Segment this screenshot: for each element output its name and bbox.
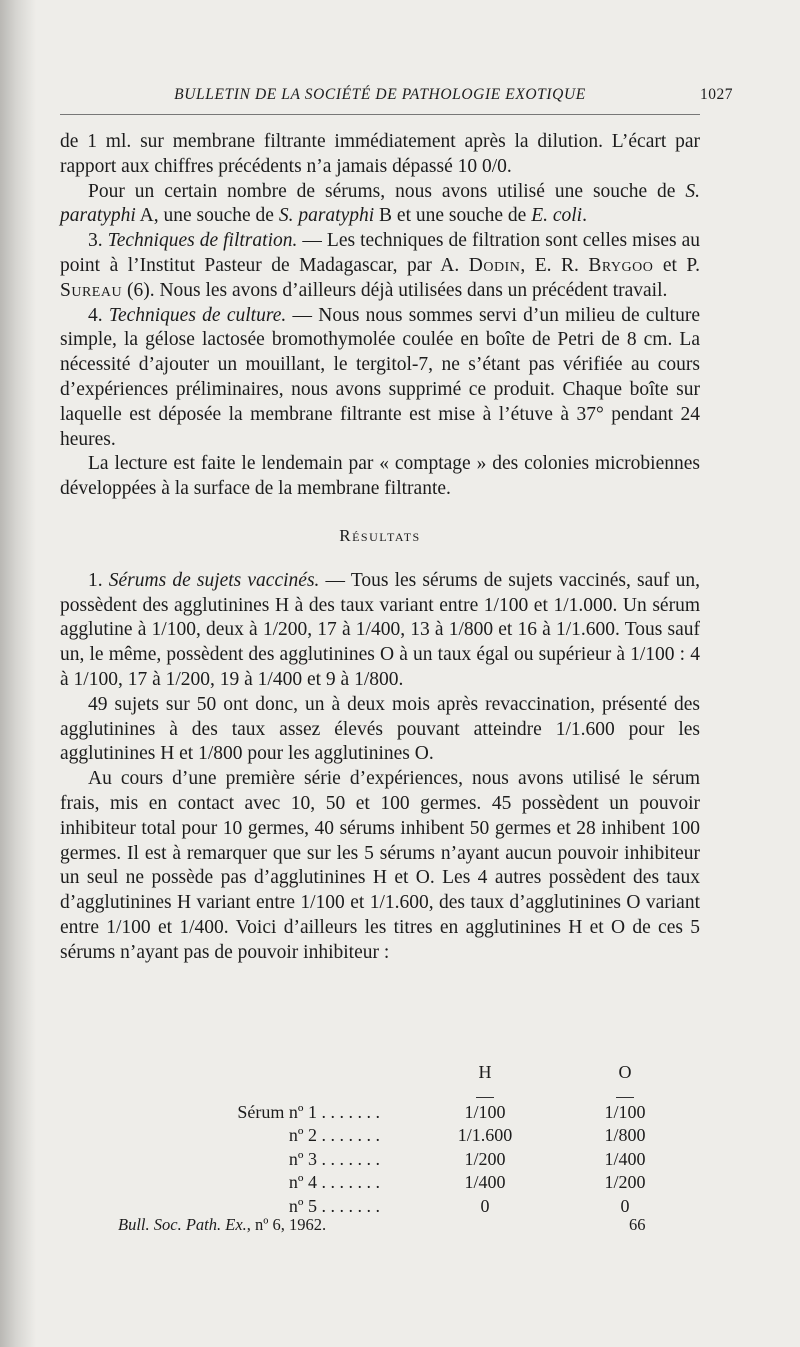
section-heading: Résultats bbox=[339, 525, 421, 545]
cell-h: 1/100 bbox=[464, 1101, 506, 1122]
cell-o: 1/400 bbox=[604, 1148, 646, 1169]
table-row bbox=[60, 1125, 700, 1149]
citation: Bull. Soc. Path. Ex., nº 6, 1962. bbox=[118, 1215, 327, 1234]
cell-o: 1/800 bbox=[604, 1125, 646, 1145]
titer-table bbox=[60, 1062, 700, 1219]
paragraph-filtration: 3. Techniques de filtration. — Les techniques de filtration sont celles mises au point à l’Institut Pasteur de Madagascar, par A. Dodin, E. R. Brygoo et P. Sureau (6). Nous les avons d’ailleurs déjà utilisées dans un précédent travail. bbox=[60, 230, 701, 301]
row-label: nº 5 . . . . . . . bbox=[288, 1195, 380, 1216]
dash bbox=[616, 1097, 634, 1098]
cell-o: 1/100 bbox=[604, 1101, 646, 1122]
table-row bbox=[60, 1102, 700, 1126]
paragraph-results-vaccinated: 1. Sérums de sujets vaccinés. — Tous les sérums de sujets vaccinés, sauf un, possèdent des agglutinines H à des taux variant entre 1/100 et 1/1.000. Un sérum agglutine à 1/100, deux à 1/200, 17 à 1/400, 13 à 1/800 et 16 à 1/1.600. Tous sauf un, le même, possèdent des agglutinines O à un taux égal ou supérieur à 1/100 : 4 à 1/100, 17 à 1/200, 19 à 1/400 et 9 à 1/800. bbox=[60, 569, 700, 690]
table-row bbox=[60, 1149, 700, 1173]
paragraph: de 1 ml. sur membrane filtrante immédiatement après la dilution. L’écart par rapport aux chiffres précédents n’a jamais dépassé 10 0/0. bbox=[60, 131, 700, 177]
row-label: Sérum nº 1 . . . . . . . bbox=[237, 1101, 380, 1122]
item-number: 1. bbox=[88, 569, 103, 591]
item-title: Techniques de filtration. bbox=[107, 230, 298, 252]
author-name: Sureau bbox=[60, 279, 123, 301]
dash bbox=[476, 1097, 494, 1098]
author-name: Brygoo bbox=[588, 254, 654, 276]
binding-shadow bbox=[0, 0, 36, 1347]
cell-h: 1/200 bbox=[464, 1148, 506, 1169]
item-number: 4. bbox=[88, 304, 103, 326]
row-label: nº 3 . . . . . . . bbox=[288, 1148, 380, 1169]
table-row bbox=[60, 1172, 700, 1196]
item-title: Techniques de culture. bbox=[108, 304, 287, 326]
cell-h: 1/1.600 bbox=[457, 1125, 513, 1145]
row-label: nº 2 . . . . . . . bbox=[288, 1125, 380, 1145]
paragraph: 49 sujets sur 50 ont donc, un à deux mois après revaccination, présenté des agglutinines à des taux assez élevés pouvant atteindre 1/1.600 pour les agglutinines H et 1/800 pour les agglutinines O. bbox=[60, 693, 700, 765]
paragraph: Pour un certain nombre de sérums, nous avons utilisé une souche de S. paratyphi A, une souche de S. paratyphi B et une souche de E. coli. bbox=[60, 180, 700, 227]
row-label: nº 4 . . . . . . . bbox=[288, 1172, 380, 1192]
column-header-o: O bbox=[618, 1062, 632, 1082]
column-header-h: H bbox=[478, 1062, 492, 1082]
table-header-dashes bbox=[60, 1086, 700, 1102]
item-number: 3. bbox=[88, 230, 103, 252]
header-rule bbox=[60, 114, 700, 115]
paragraph: La lecture est faite le lendemain par « comptage » des colonies microbiennes développées à la surface de la membrane filtrante. bbox=[60, 453, 700, 500]
item-title: Sérums de sujets vaccinés. bbox=[108, 569, 320, 591]
table-header-row bbox=[60, 1062, 700, 1086]
cell-o: 1/200 bbox=[604, 1172, 646, 1192]
body-text bbox=[60, 130, 700, 966]
signature-number: 66 bbox=[629, 1215, 646, 1234]
cell-h: 0 bbox=[480, 1195, 490, 1216]
cell-o: 0 bbox=[620, 1195, 630, 1216]
paragraph: Au cours d’une première série d’expériences, nous avons utilisé le sérum frais, mis en contact avec 10, 50 et 100 germes. 45 possèdent un pouvoir inhibiteur total pour 10 germes, 40 sérums inhibent 50 germes et 28 inhibent 100 germes. Il est à remarquer que sur les 5 sérums n’ayant aucun pouvoir inhibiteur un seul ne possède pas d’agglutinines H et O. Les 4 autres possèdent des taux d’agglutinines H variant entre 1/100 et 1/1.600, des taux d’agglutinines O variant entre 1/100 et 1/400. Voici d’ailleurs les titres en agglutinines H et O de ces 5 sérums n’ayant pas de pouvoir inhibiteur : bbox=[60, 768, 700, 963]
author-name: Dodin bbox=[468, 254, 521, 276]
page-number: 1027 bbox=[700, 86, 733, 103]
cell-h: 1/400 bbox=[464, 1172, 506, 1192]
running-title: BULLETIN DE LA SOCIÉTÉ DE PATHOLOGIE EXOTIQUE bbox=[174, 86, 586, 103]
paragraph-culture: 4. Techniques de culture. — Nous nous sommes servi d’un milieu de culture simple, la gélose lactosée bromothymolée coulée en boîte de Petri de 8 cm. La nécessité d’ajouter un mouillant, le tergitol-7, ne s’étant pas vérifiée au cours d’expériences préliminaires, nous avons supprimé ce produit. Chaque boîte sur laquelle est déposée la membrane filtrante est mise à l’étuve à 37° pendant 24 heures. bbox=[60, 304, 701, 450]
